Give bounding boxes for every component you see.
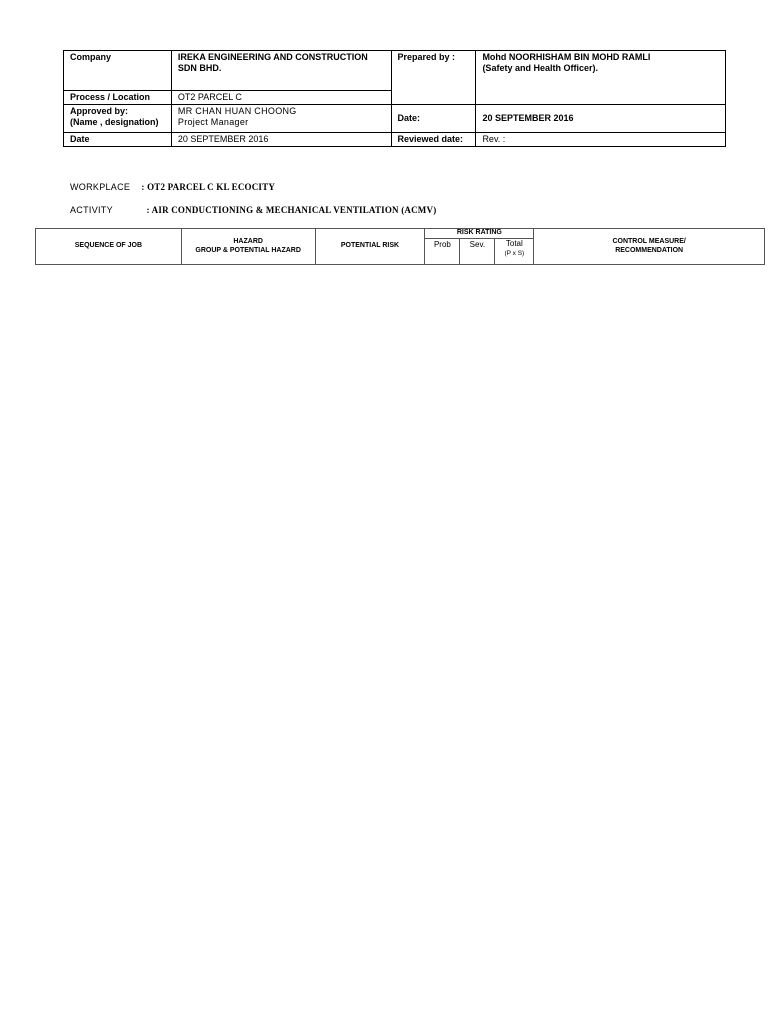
approved-value: MR CHAN HUAN CHOONG Project Manager [171, 105, 391, 133]
activity-label: ACTIVITY [70, 205, 113, 215]
approved-label: Approved by: (Name , designation) [64, 105, 172, 133]
workplace-value: : OT2 PARCEL C KL ECOCITY [141, 182, 276, 192]
header-prob: Prob [425, 239, 460, 265]
header-control: CONTROL MEASURE/ RECOMMENDATION [534, 229, 765, 265]
process-value: OT2 PARCEL C [171, 91, 391, 105]
activity-value: : AIR CONDUCTIONING & MECHANICAL VENTILATION (ACMV) [146, 205, 437, 215]
workplace-line [70, 182, 275, 192]
header-sequence: SEQUENCE OF JOB [36, 229, 182, 265]
date-label: Date [64, 133, 172, 147]
reviewed-label: Reviewed date: [391, 133, 476, 147]
header-total: Total (P x S) [495, 239, 534, 265]
process-label: Process / Location [64, 91, 172, 105]
workplace-label: WORKPLACE [70, 182, 131, 192]
date-value: 20 SEPTEMBER 2016 [171, 133, 391, 147]
company-label: Company [64, 51, 172, 91]
header-risk-rating: RISK RATING [425, 229, 534, 239]
date-label-right: Date: [391, 105, 476, 133]
activity-line [70, 205, 436, 215]
prepared-value: Mohd NOORHISHAM BIN MOHD RAMLI (Safety and Health Officer). [476, 51, 726, 105]
company-value: IREKA ENGINEERING AND CONSTRUCTION SDN BHD. [171, 51, 391, 91]
rev-value: Rev. : [476, 133, 726, 147]
header-risk: POTENTIAL RISK [315, 229, 425, 265]
header-sev: Sev. [460, 239, 495, 265]
risk-table-1 [35, 228, 765, 265]
document-info-table [63, 50, 726, 147]
date-value-right: 20 SEPTEMBER 2016 [476, 105, 726, 133]
prepared-label: Prepared by : [391, 51, 476, 105]
header-hazard: HAZARD GROUP & POTENTIAL HAZARD [181, 229, 315, 265]
